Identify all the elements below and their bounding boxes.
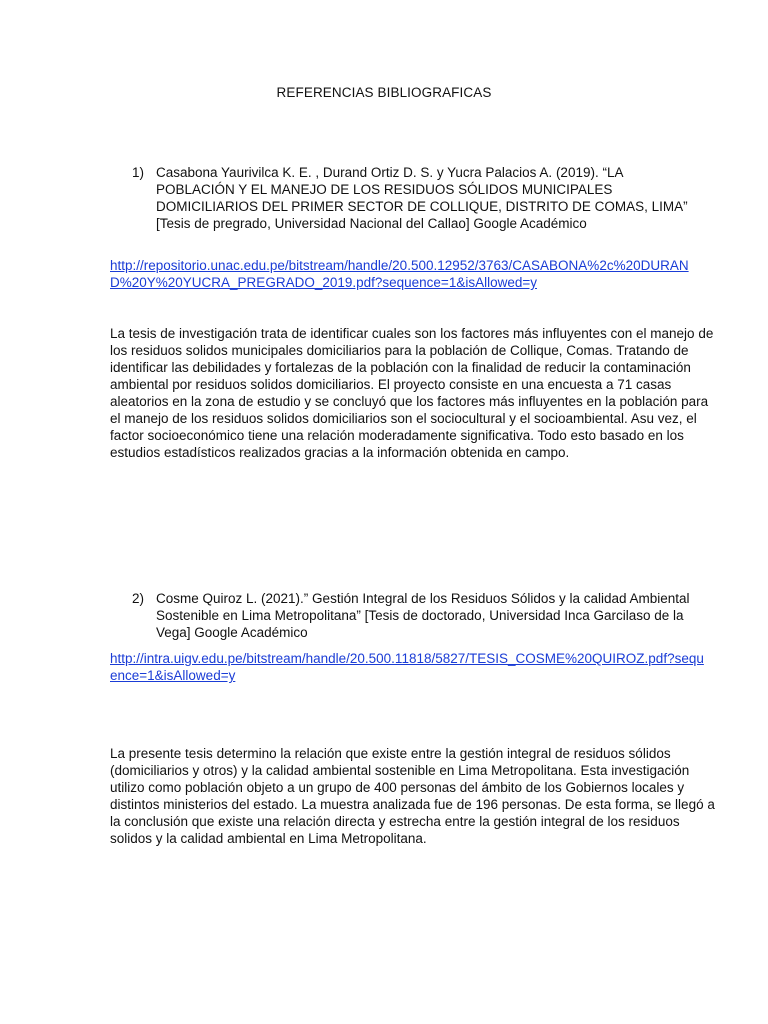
reference-citation: Cosme Quiroz L. (2021).” Gestión Integral de los Residuos Sólidos y la calidad Ambiental Sostenible en Lima Metropolitana” [Tesis de doctorado, Universidad Inca Garcilaso de la Vega] Google Académico bbox=[156, 591, 690, 640]
reference-link-1[interactable]: http://repositorio.unac.edu.pe/bitstream/handle/20.500.12952/3763/CASABONA%2c%20DURAND%20Y%20YUCRA_PREGRADO_2019.pdf?sequence=1&isAllowed=y bbox=[110, 258, 689, 290]
reference-item-2 bbox=[132, 590, 692, 641]
reference-citation: Casabona Yaurivilca K. E. , Durand Ortiz D. S. y Yucra Palacios A. (2019). “LA POBLACIÓN Y EL MANEJO DE LOS RESIDUOS SÓLIDOS MUNICIPALES DOMICILIARIOS DEL PRIMER SECTOR DE COLLIQUE, DISTRITO DE COMAS, LIMA” [Tesis de pregrado, Universidad Nacional del Callao] Google Académico bbox=[156, 165, 688, 231]
document-title: REFERENCIAS BIBLIOGRAFICAS bbox=[276, 85, 492, 100]
reference-summary-2: La presente tesis determino la relación que existe entre la gestión integral de residuos sólidos (domiciliarios y otros) y la calidad ambiental sostenible en Lima Metropolitana. Esta investigación utilizo como población objeto a un grupo de 400 personas del ámbito de los Gobiernos locales y distintos ministerios del estado. La muestra analizada fue de 196 personas. De esta forma, se llegó a la conclusión que existe una relación directa y estrecha entre la gestión integral de los residuos solidos y la calidad ambiental en Lima Metropolitana. bbox=[110, 746, 715, 846]
reference-link-2[interactable]: http://intra.uigv.edu.pe/bitstream/handle/20.500.11818/5827/TESIS_COSME%20QUIROZ.pdf?sequence=1&isAllowed=y bbox=[110, 651, 704, 683]
reference-number: 1) bbox=[132, 165, 145, 180]
reference-item-1 bbox=[132, 164, 692, 232]
reference-number: 2) bbox=[132, 591, 145, 606]
reference-summary-1: La tesis de investigación trata de identificar cuales son los factores más influyentes con el manejo de los residuos solidos municipales domiciliarios para la población de Collique, Comas. Tratando de identificar las debilidades y fortalezas de la población con la finalidad de reducir la contaminación ambiental por residuos solidos domiciliarios. El proyecto consiste en una encuesta a 71 casas aleatorios en la zona de estudio y se concluyó que los factores más influyentes en la población para el manejo de los residuos solidos domiciliarios son el sociocultural y el socioambiental. Asu vez, el factor socioeconómico tiene una relación moderadamente significativa. Todo esto basado en los estudios estadísticos realizados gracias a la información obtenida en campo. bbox=[110, 326, 714, 460]
